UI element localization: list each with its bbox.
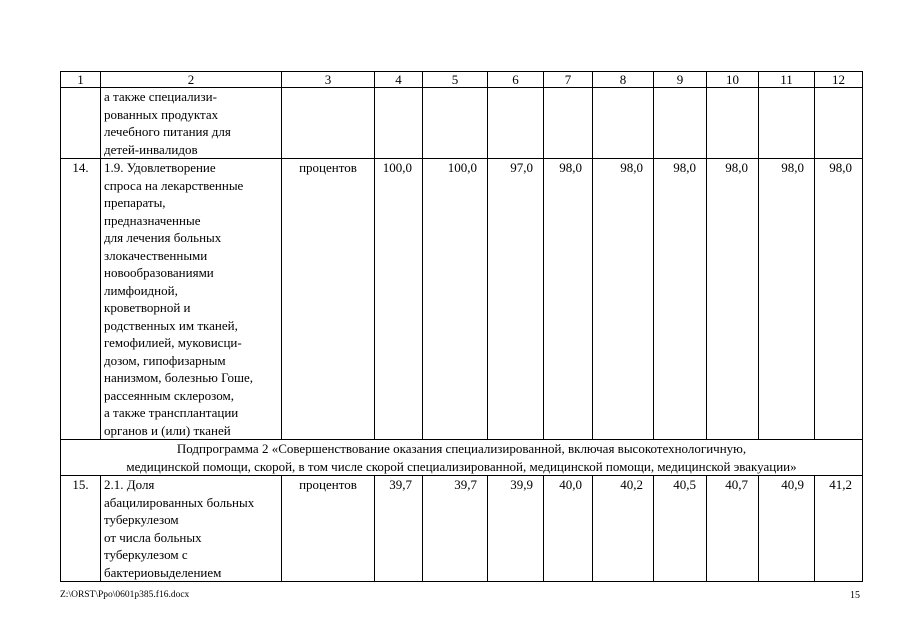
empty-cell: [488, 88, 544, 159]
table-row: [61, 476, 863, 582]
text-line: лечебного питания для: [104, 124, 231, 139]
value-cell: 40,7: [707, 476, 759, 582]
text-line: лимфоидной,: [104, 282, 178, 298]
text-line: гемофилией, муковисци-: [104, 335, 242, 350]
indicator-text-cell: [101, 88, 282, 159]
unit-cell: процентов: [282, 159, 375, 440]
value-cell: 97,0: [488, 159, 544, 440]
value-cell: 40,0: [544, 476, 593, 582]
text-line: дозом, гипофизарным: [104, 352, 226, 368]
text-line: абацилированных больных: [104, 494, 255, 510]
empty-cell: [593, 88, 654, 159]
table-row: [61, 159, 863, 440]
text-line: рассеянным склерозом,: [104, 387, 234, 403]
header-cell: 5: [423, 72, 488, 88]
indicator-table: [60, 71, 863, 582]
value-cell: 40,9: [759, 476, 815, 582]
text-line: туберкулезом с: [104, 547, 188, 562]
header-cell: 8: [593, 72, 654, 88]
text-line: а также трансплантации: [104, 405, 239, 420]
empty-cell: [759, 88, 815, 159]
row-number-cell: 15.: [61, 476, 101, 582]
text-line: 1.9. Удовлетворение: [104, 160, 216, 175]
header-cell: 11: [759, 72, 815, 88]
header-cell: 9: [654, 72, 707, 88]
header-cell: 3: [282, 72, 375, 88]
value-cell: 100,0: [423, 159, 488, 440]
value-cell: 41,2: [815, 476, 863, 582]
subprogram-heading: [61, 440, 863, 476]
empty-cell: [815, 88, 863, 159]
text-line: злокачественными: [104, 247, 208, 263]
value-cell: 98,0: [759, 159, 815, 440]
text-line: бактериовыделением: [104, 564, 222, 580]
value-cell: 40,5: [654, 476, 707, 582]
empty-cell: [544, 88, 593, 159]
value-cell: 98,0: [654, 159, 707, 440]
subprogram-line: медицинской помощи, скорой, в том числе скорой специализированной, медицинской помощи, медицинской эвакуации»: [126, 458, 797, 474]
text-line: органов и (или) тканей: [104, 422, 231, 438]
row-number-cell: 14.: [61, 159, 101, 440]
empty-cell: [707, 88, 759, 159]
value-cell: 98,0: [707, 159, 759, 440]
value-cell: 40,2: [593, 476, 654, 582]
indicator-text-cell: [101, 159, 282, 440]
empty-cell: [654, 88, 707, 159]
footer-page-number: 15: [850, 590, 860, 601]
value-cell: 39,7: [423, 476, 488, 582]
value-cell: 98,0: [815, 159, 863, 440]
empty-cell: [375, 88, 423, 159]
text-line: кроветворной и: [104, 300, 191, 315]
row-number-cell: [61, 88, 101, 159]
header-row: [61, 72, 863, 88]
header-cell: 1: [61, 72, 101, 88]
subprogram-line: Подпрограмма 2 «Совершенствование оказания специализированной, включая высокотехнологичную,: [176, 441, 747, 456]
header-cell: 10: [707, 72, 759, 88]
header-cell: 4: [375, 72, 423, 88]
empty-cell: [423, 88, 488, 159]
empty-cell: [282, 88, 375, 159]
indicator-text-cell: [101, 476, 282, 582]
text-line: детей-инвалидов: [104, 141, 198, 157]
value-cell: 100,0: [375, 159, 423, 440]
text-line: туберкулезом: [104, 512, 179, 527]
header-cell: 6: [488, 72, 544, 88]
unit-cell: процентов: [282, 476, 375, 582]
footer-file-path: Z:\ORST\Ppo\0601p385.f16.docx: [60, 590, 190, 600]
text-line: предназначенные: [104, 212, 201, 228]
text-line: а также специализи-: [104, 89, 217, 104]
value-cell: 39,9: [488, 476, 544, 582]
text-line: новообразованиями: [104, 265, 214, 280]
text-line: родственных им тканей,: [104, 317, 238, 333]
text-line: препараты,: [104, 195, 166, 210]
text-line: рованных продуктах: [104, 106, 219, 122]
text-line: 2.1. Доля: [104, 477, 155, 492]
header-cell: 2: [101, 72, 282, 88]
subprogram-row: [61, 440, 863, 476]
table-row: [61, 88, 863, 159]
value-cell: 98,0: [544, 159, 593, 440]
text-line: от числа больных: [104, 529, 202, 545]
text-line: нанизмом, болезнью Гоше,: [104, 370, 254, 385]
value-cell: 98,0: [593, 159, 654, 440]
value-cell: 39,7: [375, 476, 423, 582]
text-line: для лечения больных: [104, 230, 222, 245]
header-cell: 12: [815, 72, 863, 88]
header-cell: 7: [544, 72, 593, 88]
text-line: спроса на лекарственные: [104, 177, 244, 193]
